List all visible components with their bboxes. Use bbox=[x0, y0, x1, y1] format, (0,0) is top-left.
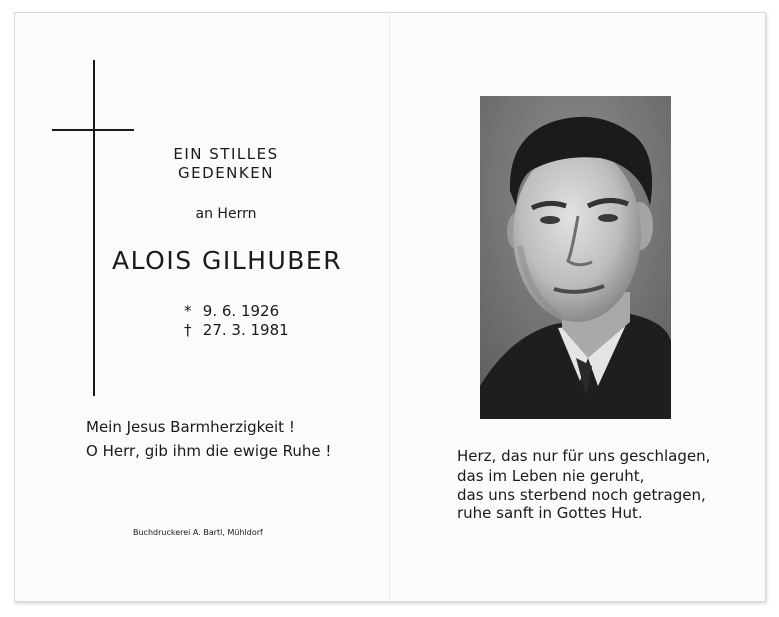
birth-star-symbol: * bbox=[184, 302, 192, 320]
verse-line-4: ruhe sanft in Gottes Hut. bbox=[457, 504, 643, 522]
deceased-name: ALOIS GILHUBER bbox=[112, 246, 343, 275]
death-date-line bbox=[184, 321, 289, 339]
an-herrn-label: an Herrn bbox=[195, 206, 257, 222]
verse-line-2: das im Leben nie geruht, bbox=[457, 467, 645, 485]
cross-icon-bar bbox=[52, 129, 134, 131]
prayer-line-2: O Herr, gib ihm die ewige Ruhe ! bbox=[86, 442, 332, 460]
birth-date: 9. 6. 1926 bbox=[202, 302, 280, 320]
birth-date-line bbox=[184, 302, 279, 320]
portrait-photo bbox=[480, 96, 671, 419]
cross-icon bbox=[93, 60, 95, 396]
death-date: 27. 3. 1981 bbox=[202, 321, 289, 339]
verse-line-3: das uns sterbend noch getragen, bbox=[457, 486, 706, 504]
card-fold-line bbox=[389, 12, 390, 600]
death-dagger-symbol: † bbox=[184, 321, 192, 339]
verse-line-1: Herz, das nur für uns geschlagen, bbox=[457, 447, 711, 465]
printer-credit: Buchdruckerei A. Bartl, Mühldorf bbox=[133, 528, 263, 537]
heading-line-2: GEDENKEN bbox=[178, 164, 274, 182]
heading-line-1: EIN STILLES bbox=[173, 145, 279, 163]
prayer-line-1: Mein Jesus Barmherzigkeit ! bbox=[86, 418, 295, 436]
